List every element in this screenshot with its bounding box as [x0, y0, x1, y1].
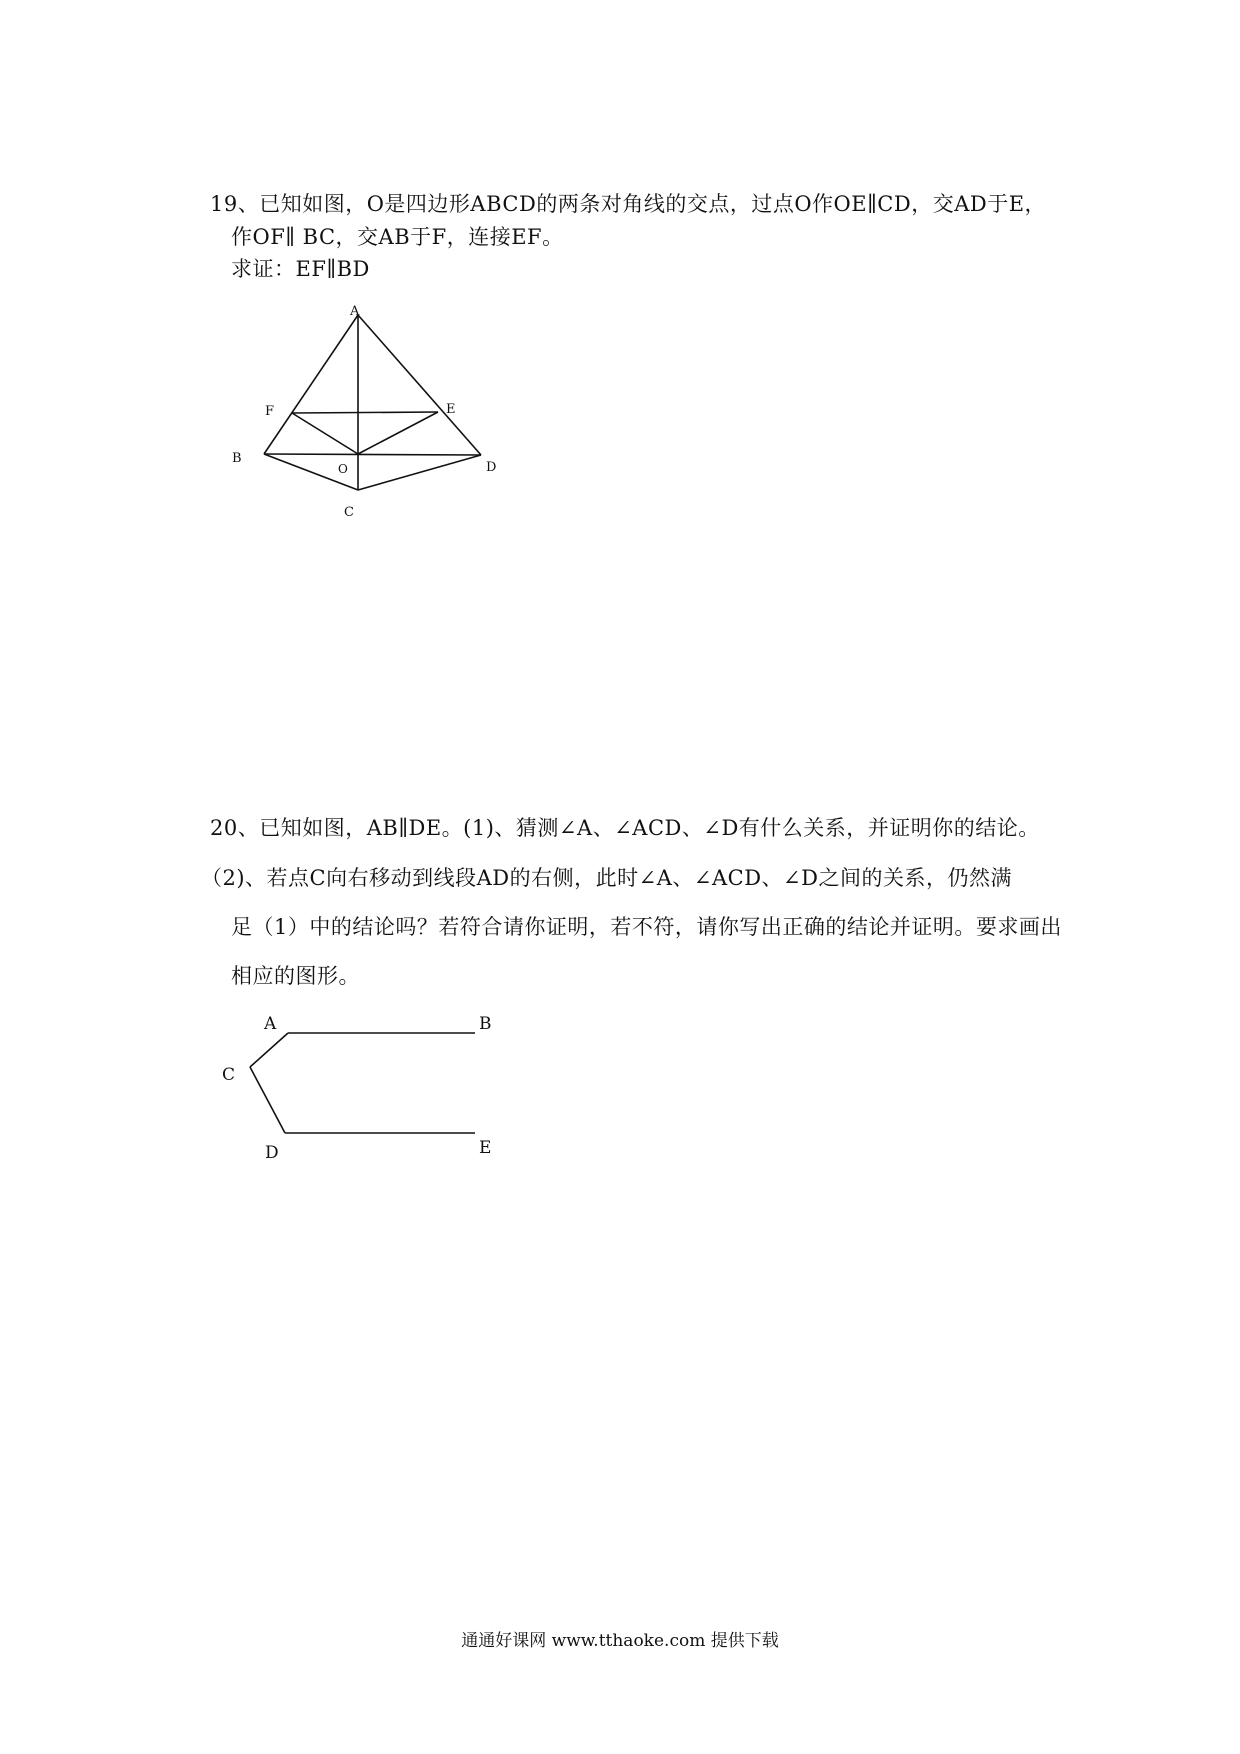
segment-oe	[358, 412, 438, 454]
label-c: C	[222, 1065, 236, 1085]
label-f: F	[265, 404, 275, 419]
label-a: A	[264, 1014, 277, 1034]
problem20-line3: 足（1）中的结论吗？若符合请你证明，若不符，请你写出正确的结论并证明。要求画出	[231, 915, 1062, 939]
problem20-line2: （2)、若点C向右移动到线段AD的右侧，此时∠A、∠ACD、∠D之间的关系，仍然满	[201, 866, 1012, 890]
footer-text: 通通好课网 www.tthaoke.com 提供下载	[461, 1631, 779, 1651]
segment-ad	[358, 315, 481, 455]
label-e: E	[479, 1138, 492, 1158]
label-a: A	[350, 304, 360, 319]
label-e: E	[446, 402, 456, 417]
segment-cd	[358, 455, 481, 490]
segment-bd	[264, 454, 481, 455]
problem20-line1: 20、已知如图，AB∥DE。(1)、猜测∠A、∠ACD、∠D有什么关系，并证明你的结论。	[210, 816, 1040, 840]
problem19-line2: 作OF∥ BC，交AB于F，连接EF。	[231, 225, 564, 249]
label-c: C	[344, 505, 354, 520]
label-b: B	[479, 1014, 492, 1034]
label-d: D	[486, 460, 497, 475]
problem19-line3: 求证：EF∥BD	[231, 257, 370, 281]
problem19-line1: 19、已知如图，O是四边形ABCD的两条对角线的交点，过点O作OE∥CD，交AD于E，	[210, 192, 1047, 216]
label-d: D	[265, 1143, 279, 1163]
segment-of	[292, 413, 358, 454]
problem19-figure	[220, 300, 510, 530]
label-b: B	[232, 451, 242, 466]
segment-ac	[250, 1033, 288, 1067]
segment-cd	[250, 1067, 285, 1133]
label-o: O	[338, 462, 348, 476]
problem20-figure	[215, 1005, 505, 1175]
segment-ef	[292, 412, 438, 413]
segment-ab	[264, 315, 358, 454]
problem20-line4: 相应的图形。	[231, 964, 360, 988]
